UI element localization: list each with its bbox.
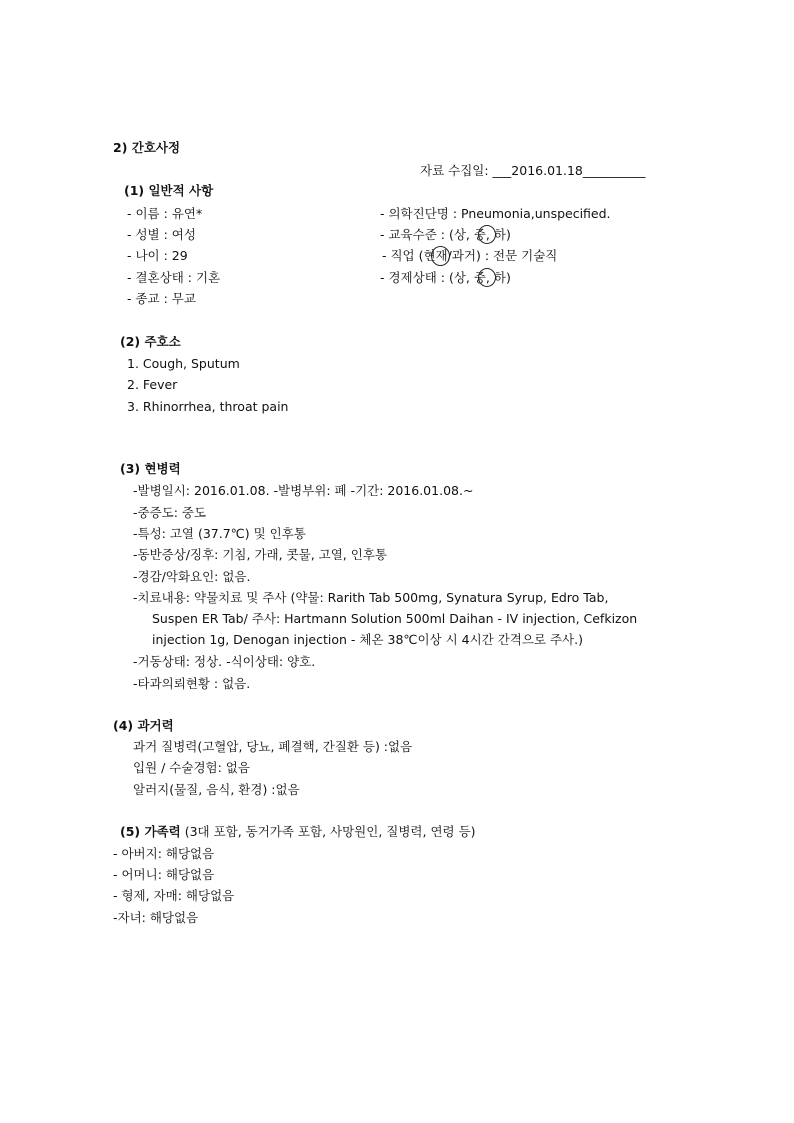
present-illness-heading: (3) 현병력 (120, 461, 181, 476)
list-item: -치료내용: 약물치료 및 주사 (약물: Rarith Tab 500mg, Synatura Syrup, Edro Tab, (133, 590, 609, 605)
list-item: - 아버지: 해당없음 (113, 846, 215, 861)
list-item: -중증도: 중도 (133, 505, 207, 520)
list-item: 3. Rhinorrhea, throat pain (127, 399, 289, 414)
list-item: -타과의뢰현황 : 없음. (133, 676, 251, 691)
patient-sex: - 성별 : 여성 (127, 227, 196, 242)
religion: - 종교 : 무교 (127, 291, 196, 306)
list-item: -경감/악화요인: 없음. (133, 569, 251, 584)
education-level: - 교육수준 : (상, 중, 하) (380, 227, 511, 242)
list-item: -자녀: 해당없음 (113, 910, 199, 925)
list-item: - 형제, 자매: 해당없음 (113, 888, 235, 903)
general-heading: (1) 일반적 사항 (124, 183, 214, 198)
marital-status: - 결혼상태 : 기혼 (127, 270, 221, 285)
economic-status: - 경제상태 : (상, 중, 하) (380, 270, 511, 285)
list-item: 알러지(물질, 음식, 환경) :없음 (133, 782, 300, 797)
economic-selection-circle (478, 268, 496, 287)
list-item: -발병일시: 2016.01.08. -발병부위: 폐 -기간: 2016.01.08.~ (133, 483, 474, 498)
list-item: 1. Cough, Sputum (127, 356, 240, 371)
collection-date: 자료 수집일: ___2016.01.18__________ (420, 163, 646, 178)
occupation: - 직업 (현재/과거) : 전문 기술직 (382, 248, 558, 263)
past-history-heading: (4) 과거력 (113, 718, 174, 733)
chief-complaint-heading: (2) 주호소 (120, 334, 181, 349)
family-history-note: (3대 포함, 동거가족 포함, 사망원인, 질병력, 연령 등) (184, 824, 476, 839)
list-item: injection 1g, Denogan injection - 체온 38℃이상 시 4시간 간격으로 주사.) (152, 632, 583, 647)
education-selection-circle (478, 225, 496, 244)
list-item: Suspen ER Tab/ 주사: Hartmann Solution 500ml Daihan - IV injection, Cefkizon (152, 611, 638, 626)
list-item: 2. Fever (127, 377, 178, 392)
occupation-selection-circle (431, 246, 450, 266)
list-item: 입원 / 수술경험: 없음 (133, 760, 250, 775)
patient-age: - 나이 : 29 (127, 248, 188, 263)
medical-diagnosis: - 의학진단명 : Pneumonia,unspecified. (380, 206, 611, 221)
family-history-heading: (5) 가족력 (120, 824, 181, 839)
list-item: -거동상태: 정상. -식이상태: 양호. (133, 654, 316, 669)
patient-name: - 이름 : 유연* (127, 206, 203, 221)
list-item: -특성: 고열 (37.7℃) 및 인후통 (133, 526, 306, 541)
list-item: 과거 질병력(고혈압, 당뇨, 폐결핵, 간질환 등) :없음 (133, 739, 413, 754)
list-item: -동반증상/징후: 기침, 가래, 콧물, 고열, 인후통 (133, 547, 387, 562)
family-history-heading-row (120, 824, 476, 840)
section-title: 2) 간호사정 (113, 140, 181, 155)
list-item: - 어머니: 해당없음 (113, 867, 215, 882)
